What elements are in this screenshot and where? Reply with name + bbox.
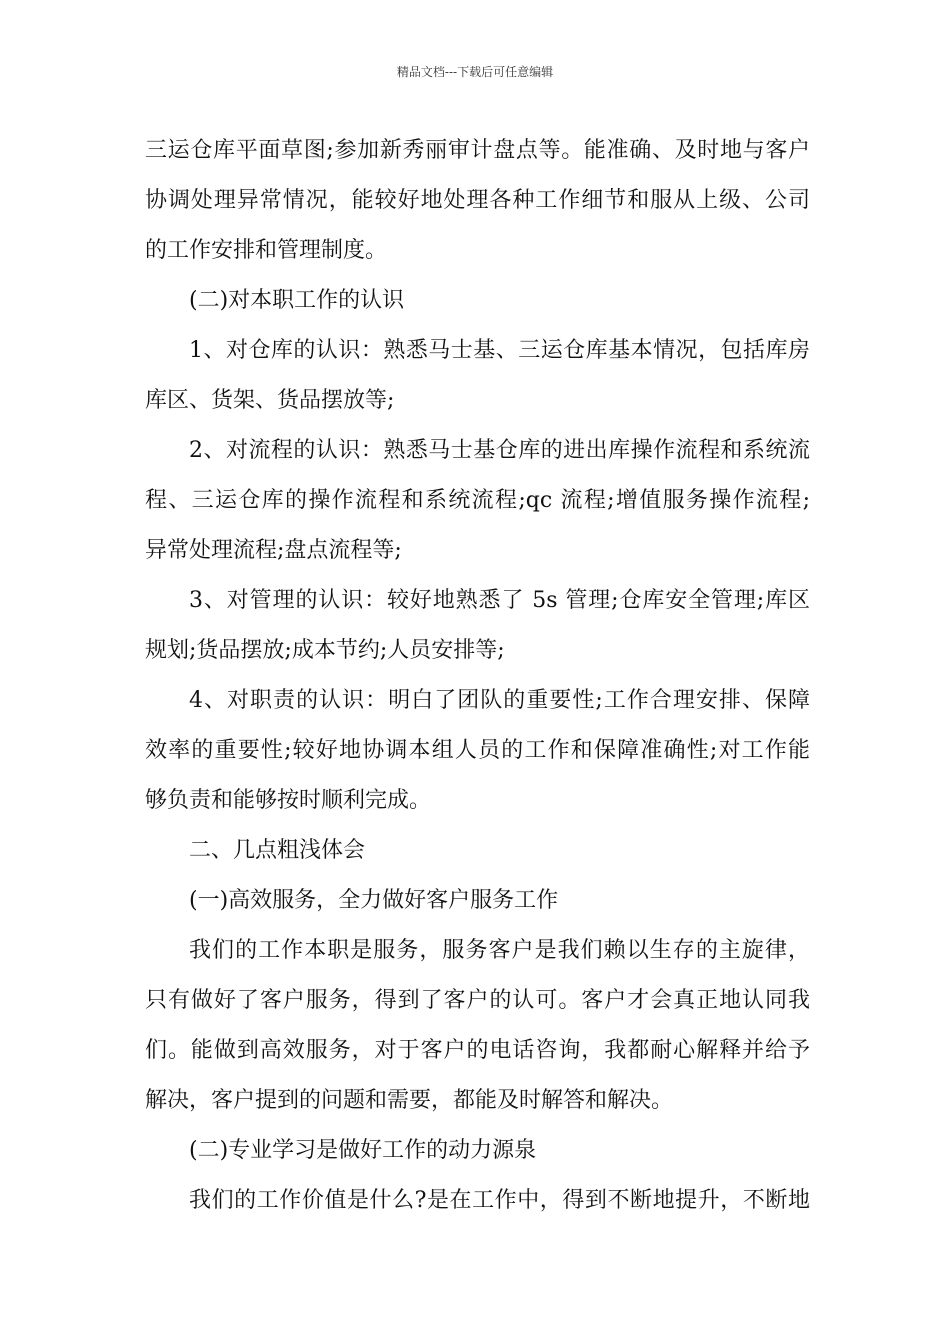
text-line: 4、对职责的认识：明白了团队的重要性;工作合理安排、保障 <box>189 688 810 713</box>
page-header: 精品文档---下载后可任意编辑 <box>396 65 554 79</box>
text-line: 只有做好了客户服务，得到了客户的认可。客户才会真正地认同我 <box>145 988 810 1013</box>
text-line: 1、对仓库的认识：熟悉马士基、三运仓库基本情况，包括库房 <box>189 338 810 363</box>
text-line: 库区、货架、货品摆放等; <box>145 388 395 413</box>
section-heading: (二)对本职工作的认识 <box>189 288 405 313</box>
section-heading: (一)高效服务，全力做好客户服务工作 <box>189 888 559 913</box>
document-body <box>145 126 810 1226</box>
text-line: 异常处理流程;盘点流程等; <box>145 538 402 563</box>
text-line: 程、三运仓库的操作流程和系统流程;qc 流程;增值服务操作流程; <box>145 488 810 513</box>
text-line: 我们的工作价值是什么?是在工作中，得到不断地提升，不断地 <box>189 1188 810 1213</box>
text-line: 的工作安排和管理制度。 <box>145 238 388 263</box>
text-line: 3、对管理的认识：较好地熟悉了 5s 管理;仓库安全管理;库区 <box>189 588 810 613</box>
text-line: 效率的重要性;较好地协调本组人员的工作和保障准确性;对工作能 <box>145 738 810 763</box>
text-line: 解决，客户提到的问题和需要，都能及时解答和解决。 <box>145 1088 674 1113</box>
text-line: 规划;货品摆放;成本节约;人员安排等; <box>145 638 505 663</box>
text-line: 2、对流程的认识：熟悉马士基仓库的进出库操作流程和系统流 <box>189 438 810 463</box>
section-heading: 二、几点粗浅体会 <box>189 838 366 863</box>
text-line: 够负责和能够按时顺利完成。 <box>145 788 432 813</box>
text-line: 协调处理异常情况，能较好地处理各种工作细节和服从上级、公司 <box>145 188 810 213</box>
text-line: 我们的工作本职是服务，服务客户是我们赖以生存的主旋律， <box>189 938 810 963</box>
text-line: 三运仓库平面草图;参加新秀丽审计盘点等。能准确、及时地与客户 <box>145 138 810 163</box>
section-heading: (二)专业学习是做好工作的动力源泉 <box>189 1138 537 1163</box>
text-line: 们。能做到高效服务，对于客户的电话咨询，我都耐心解释并给予 <box>145 1038 810 1063</box>
